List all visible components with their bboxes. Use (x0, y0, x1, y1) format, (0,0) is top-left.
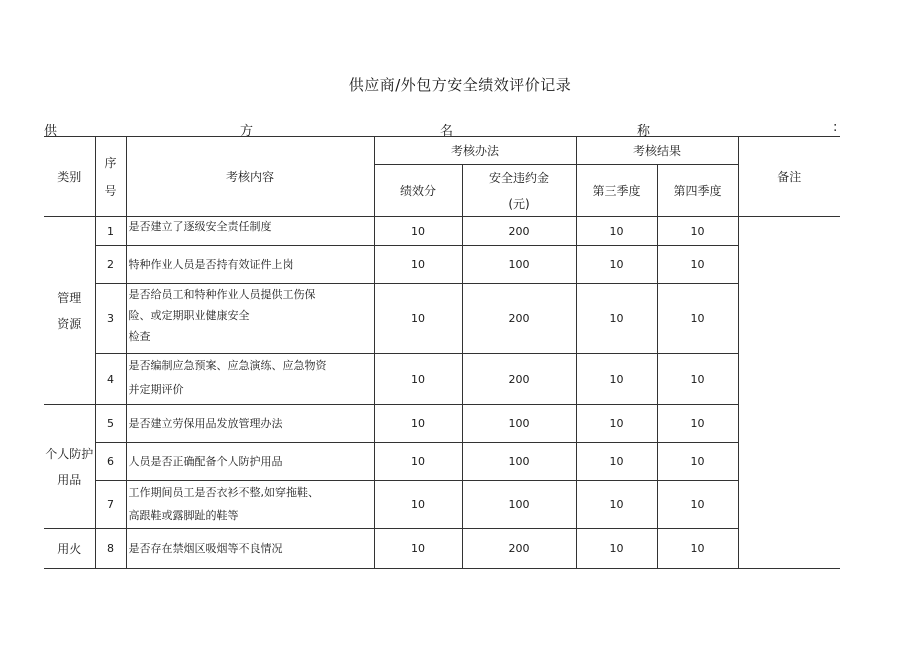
q3-header: 第三季度 (576, 165, 657, 217)
content-line: 是否建立劳保用品发放管理办法 (128, 417, 283, 430)
content-line: 高跟鞋或露脚趾的鞋等 (128, 509, 239, 522)
seq-header (95, 137, 126, 217)
content-line: 检查 (128, 330, 151, 343)
penalty-cell: 100 (462, 246, 576, 284)
category-cell-fire: 用火 (44, 529, 95, 569)
seq-cell: 1 (95, 217, 126, 246)
q3-cell: 10 (576, 443, 657, 481)
q4-cell: 10 (657, 481, 738, 529)
header-row (44, 137, 840, 165)
category-line: 资源 (57, 316, 82, 331)
result-header: 考核结果 (576, 137, 738, 165)
score-cell: 10 (374, 354, 462, 405)
seq-cell: 5 (95, 405, 126, 443)
penalty-cell: 200 (462, 354, 576, 405)
category-line: 个人防护 (45, 446, 94, 461)
content-cell (126, 246, 374, 284)
category-line: 用品 (57, 472, 82, 487)
content-line: 工作期间员工是否衣衫不整,如穿拖鞋、 (128, 486, 319, 499)
table-row (44, 529, 840, 569)
seq-cell: 2 (95, 246, 126, 284)
q4-cell: 10 (657, 405, 738, 443)
score-cell: 10 (374, 246, 462, 284)
penalty-header (462, 165, 576, 217)
q4-cell: 10 (657, 443, 738, 481)
evaluation-table (44, 136, 840, 569)
score-cell: 10 (374, 405, 462, 443)
table-row (44, 443, 840, 481)
seq-cell: 8 (95, 529, 126, 569)
penalty-cell: 100 (462, 405, 576, 443)
supplier-label-char: : (833, 120, 838, 135)
table-row (44, 246, 840, 284)
q4-cell: 10 (657, 529, 738, 569)
table-row (44, 354, 840, 405)
penalty-cell: 200 (462, 217, 576, 246)
content-cell (126, 529, 374, 569)
q3-cell: 10 (576, 481, 657, 529)
method-header: 考核办法 (374, 137, 576, 165)
q3-cell: 10 (576, 217, 657, 246)
content-cell (126, 443, 374, 481)
content-line: 是否编制应急预案、应急演练、应急物资 (128, 359, 327, 372)
penalty-header-line: 安全违约金 (489, 170, 550, 185)
table-row (44, 481, 840, 529)
page-title: 供应商/外包方安全绩效评价记录 (348, 76, 572, 94)
penalty-cell: 100 (462, 481, 576, 529)
content-line: 特种作业人员是否持有效证件上岗 (128, 258, 294, 271)
q4-cell: 10 (657, 354, 738, 405)
supplier-label-char: 供 (44, 124, 58, 139)
content-cell (126, 481, 374, 529)
score-cell: 10 (374, 443, 462, 481)
score-cell: 10 (374, 481, 462, 529)
remark-cell (738, 217, 840, 569)
seq-header-line: 号 (104, 183, 117, 198)
supplier-label-char: 方 (240, 124, 254, 139)
remark-header: 备注 (738, 137, 840, 217)
table-row (44, 284, 840, 354)
table-row (44, 217, 840, 246)
q3-cell: 10 (576, 284, 657, 354)
penalty-cell: 200 (462, 529, 576, 569)
content-cell (126, 217, 374, 246)
q3-cell: 10 (576, 529, 657, 569)
content-cell (126, 405, 374, 443)
q4-header: 第四季度 (657, 165, 738, 217)
content-line: 是否建立了逐级安全责任制度 (128, 220, 272, 233)
category-header: 类别 (44, 137, 95, 217)
content-line: 险、或定期职业健康安全 (128, 309, 250, 322)
content-line: 并定期评价 (128, 383, 184, 396)
q4-cell: 10 (657, 246, 738, 284)
content-header: 考核内容 (126, 137, 374, 217)
q4-cell: 10 (657, 284, 738, 354)
seq-cell: 3 (95, 284, 126, 354)
supplier-label-char: 名 (440, 124, 454, 139)
q3-cell: 10 (576, 405, 657, 443)
penalty-cell: 100 (462, 443, 576, 481)
q3-cell: 10 (576, 246, 657, 284)
content-line: 人员是否正确配备个人防护用品 (128, 455, 283, 468)
content-cell (126, 354, 374, 405)
category-cell-management (44, 217, 95, 405)
q4-cell: 10 (657, 217, 738, 246)
content-line: 是否给员工和特种作业人员提供工伤保 (128, 288, 316, 301)
category-line: 管理 (57, 290, 82, 305)
seq-header-line: 序 (104, 155, 117, 170)
content-cell (126, 284, 374, 354)
score-cell: 10 (374, 217, 462, 246)
score-cell: 10 (374, 284, 462, 354)
penalty-header-line: (元) (508, 196, 530, 211)
penalty-cell: 200 (462, 284, 576, 354)
q3-cell: 10 (576, 354, 657, 405)
seq-cell: 4 (95, 354, 126, 405)
seq-cell: 6 (95, 443, 126, 481)
seq-cell: 7 (95, 481, 126, 529)
content-line: 是否存在禁烟区吸烟等不良情况 (128, 542, 283, 555)
score-header: 绩效分 (374, 165, 462, 217)
category-cell-ppe (44, 405, 95, 529)
table-row (44, 405, 840, 443)
score-cell: 10 (374, 529, 462, 569)
supplier-label-char: 称 (637, 124, 651, 139)
